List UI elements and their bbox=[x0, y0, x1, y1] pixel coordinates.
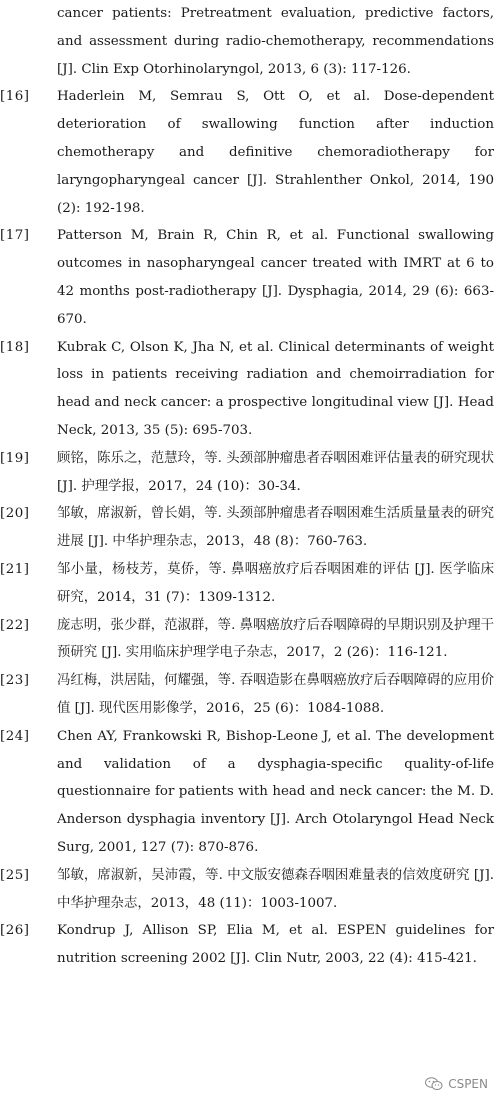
reference-number: [22] bbox=[0, 617, 30, 633]
reference-text: Patterson M, Brain R, Chin R, et al. Functional swallowing outcomes in nasopharyngeal cancer treated with IMRT at 6 to 42 months post-radiotherapy [J]. Dysphagia, 2014, 29 (6): 663-670. bbox=[57, 228, 494, 327]
watermark-label: CSPEN bbox=[448, 1077, 488, 1091]
reference-number: [21] bbox=[0, 561, 30, 577]
wechat-icon bbox=[425, 1077, 443, 1091]
reference-item bbox=[0, 667, 500, 723]
reference-text: cancer patients: Pretreatment evaluation, predictive factors, and assessment during radio-chemotherapy, recommendations [J]. Clin Exp Otorhinolaryngol, 2013, 6 (3): 117-126. bbox=[57, 6, 494, 77]
reference-number: [19] bbox=[0, 450, 30, 466]
reference-number: [25] bbox=[0, 867, 30, 883]
reference-item bbox=[0, 556, 500, 612]
reference-number: [16] bbox=[0, 89, 30, 105]
reference-text: 邹敏，席淑新，吴沛霞，等. 中文版安德森吞咽困难量表的信效度研究 [J]. 中华护理杂志，2013，48 (11)：1003-1007. bbox=[57, 867, 494, 911]
reference-number: [17] bbox=[0, 228, 30, 244]
reference-text: 冯红梅，洪居陆，何耀强，等. 吞咽造影在鼻咽癌放疗后吞咽障碍的应用价值 [J]. 现代医用影像学，2016，25 (6)：1084-1088. bbox=[57, 673, 495, 716]
reference-text: Haderlein M, Semrau S, Ott O, et al. Dose-dependent deterioration of swallowing function after induction chemotherapy and definitive chemoradiotherapy for laryngopharyngeal cancer [J]. Strahlenther Onkol, 2014, 190 (2): 192-198. bbox=[57, 89, 494, 216]
reference-number: [20] bbox=[0, 506, 30, 522]
reference-text: 邹敏，席淑新，曾长娟，等. 头颈部肿瘤患者吞咽困难生活质量量表的研究进展 [J]. 中华护理杂志，2013，48 (8)：760-763. bbox=[57, 506, 495, 550]
reference-item bbox=[0, 917, 500, 973]
reference-item bbox=[0, 612, 500, 668]
reference-text: Chen AY, Frankowski R, Bishop-Leone J, et al. The development and validation of a dysphagia-specific quality-of-life questionnaire for patients with head and neck cancer: the M. D. Anderson dysphagia inventory [J]. Arch Otolaryngol Head Neck Surg, 2001, 127 (7): 870-876. bbox=[57, 728, 494, 855]
reference-text: 邹小量，杨枝芳，莫侨，等. 鼻咽癌放疗后吞咽困难的评估 [J]. 医学临床研究，2014，31 (7)：1309-1312. bbox=[57, 561, 494, 605]
reference-number: [18] bbox=[0, 339, 30, 355]
reference-item bbox=[0, 723, 500, 862]
reference-item bbox=[0, 334, 500, 445]
watermark bbox=[425, 1077, 488, 1091]
reference-text: 顾铭，陈乐之，范慧玲，等. 头颈部肿瘤患者吞咽困难评估量表的研究现状 [J]. 护理学报，2017，24 (10)：30-34. bbox=[57, 450, 495, 494]
reference-item bbox=[0, 445, 500, 501]
reference-item bbox=[0, 83, 500, 222]
reference-text: 庞志明，张少群，范淑群，等. 鼻咽癌放疗后吞咽障碍的早期识别及护理干预研究 [J]. 实用临床护理学电子杂志，2017，2 (26)：116-121. bbox=[57, 617, 495, 661]
reference-text: Kubrak C, Olson K, Jha N, et al. Clinical determinants of weight loss in patients receiving radiation and chemoirradiation for head and neck cancer: a prospective longitudinal view [J]. Head Neck, 2013, 35 (5): 695-703. bbox=[57, 339, 494, 438]
reference-number: [23] bbox=[0, 673, 30, 689]
reference-number: [26] bbox=[0, 923, 30, 939]
reference-item bbox=[0, 862, 500, 918]
reference-item bbox=[0, 222, 500, 333]
reference-number: [24] bbox=[0, 728, 30, 744]
reference-item bbox=[0, 500, 500, 556]
reference-item bbox=[0, 0, 500, 83]
reference-text: Kondrup J, Allison SP, Elia M, et al. ESPEN guidelines for nutrition screening 2002 [J]. Clin Nutr, 2003, 22 (4): 415-421. bbox=[57, 923, 494, 967]
